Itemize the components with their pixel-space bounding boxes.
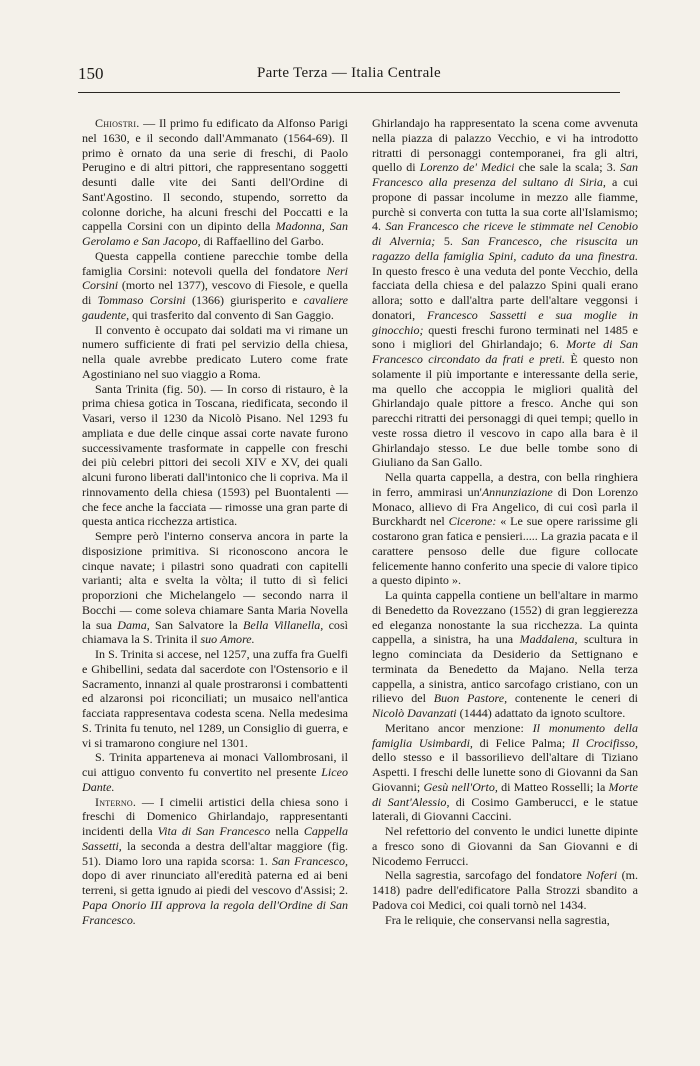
italic-text: cavaliere gaudente, [82, 293, 348, 322]
text-run: Meritano ancor menzione: [385, 720, 533, 735]
text-run: Il convento è occupato dai soldati ma vi rimane un numero sufficiente di frati pel servizio della chiesa, nella quale avrebbe predicato Lutero come frate Agostiniano nel suo viaggio a Roma. [82, 322, 348, 381]
italic-text: Neri Corsini [82, 263, 348, 293]
running-head: Parte Terza — Italia Centrale [257, 65, 441, 81]
text-run: In questo fresco è una veduta del ponte Vecchio, della facciata della chiesa e del palazzo Spini quali erano allora; sotto e dall'altra parte dell'altare veggonsi i donatori, [372, 263, 638, 322]
italic-text: Cappella Sassetti, [82, 824, 348, 853]
italic-text: Dama, [117, 617, 150, 632]
paragraph [372, 721, 638, 824]
text-run: dopo di aver rinunciato all'eredità paterna ed ai beni terreni, si getta ignudo ai piedi del vescovo d'Assisi; 2. [82, 868, 348, 897]
text-run: S. Trinita apparteneva ai monaci Vallombrosani, il cui attiguo convento fu convertito nel presente [82, 750, 348, 779]
text-run: La quinta cappella contiene un bell'altare in marmo di Benedetto da Rovezzano (1552) di gran leggierezza ed eleganza nonostante la sua ricchezza. La quinta cappella, a sinistra, ha una [372, 588, 638, 647]
italic-text: suo Amore. [200, 632, 255, 647]
text-run: questi freschi furono terminati nel 1485 e sono i migliori del Ghirlandajo; 6. [372, 322, 638, 352]
italic-text: Morte di Sant'Alessio, [372, 779, 638, 809]
text-run: (morto nel 1377), vescovo di Fiesole, e quella di [82, 278, 348, 307]
text-run: Ghirlandajo ha rappresentato la scena come avvenuta nella piazza di palazzo Vecchio, e vi ha introdotto ritratti di personaggi contemporanei, fra gli altri, quello di [372, 116, 638, 175]
paragraph [82, 382, 348, 530]
text-run: la seconda a destra dell'altar maggiore (fig. 51). Diamo loro una rapida scorsa: 1. [82, 838, 348, 868]
italic-text: Buon Pastore, [433, 691, 508, 706]
italic-text: Liceo Dante. [82, 765, 348, 794]
text-run: — I cimelii artistici della chiesa sono i freschi di Domenico Ghirlandajo, rappresentanti incidenti della [82, 794, 348, 838]
text-run: Nel refettorio del convento le undici lunette dipinte a fresco sono di Giovanni da San Giovanni e di Nicodemo Ferrucci. [372, 824, 638, 868]
text-run: così chiamava la S. Trinita il [82, 617, 348, 647]
text-run: « Le sue opere rarissime gli costarono gran fatica e pensieri..... La grazia pacata e il carattere pensoso delle due figure collocate felicemente hanno conferito una specie di valore tipico a questo dipinto ». [372, 514, 638, 588]
section-heading: Chiostri. [95, 116, 140, 130]
text-run: Fra le reliquie, che conservansi nella sagrestia, [385, 912, 610, 927]
italic-text: San Francesco alla presenza del sultano di Siria, [372, 160, 638, 189]
italic-text: Tommaso Corsini [97, 293, 186, 307]
paragraph [372, 588, 638, 721]
page-number: 150 [78, 64, 104, 83]
text-run: In S. Trinita si accese, nel 1257, una zuffa fra Guelfi e Ghibellini, sedata dal sacerdote con l'Ostensorio e il Sacramento, innanzi al quale prostraronsi i combattenti ed alzaronsi poi riconciliati; un musaico nell'antica facciata rappresentava codesta scena. Nella medesima S. Trinita fu tenuto, nel 1289, un Consiglio di guerra, e vi si tramarono congiure nel 1301. [82, 647, 348, 750]
italic-text: Annunziazione [481, 484, 553, 499]
italic-text: San Francesco, che risuscita un ragazzo della famiglia Spini, caduto da una finestra. [372, 234, 638, 263]
text-run: (m. 1418) padre dell'edificatore Palla Strozzi sbandito a Padova coi Medici, coi quali tornò nel 1434. [372, 868, 638, 912]
text-run: Nella quarta cappella, a destra, con bella ringhiera in ferro, ammirasi un' [372, 470, 638, 499]
text-run: contenente le ceneri di [507, 691, 639, 706]
paragraph [82, 323, 348, 382]
italic-text: Nicolò Davanzati [372, 706, 457, 720]
paragraph [82, 116, 348, 249]
italic-text: San Francesco che riceve le stimmate nel Cenobio di Alvernia; [372, 219, 639, 248]
italic-text: Papa Onorio III approva la regola dell'Ordine di San Francesco. [82, 897, 348, 927]
section-heading: Interno. [95, 794, 137, 809]
italic-text: Il monumento della famiglia Usimbardi, [372, 720, 638, 750]
text-run: dello stesso e il bassorilievo dell'altare di Tiziano Aspetti. I freschi delle lunette sono di Giovanni da San Giovanni; [372, 750, 638, 794]
italic-text: Il Crocifisso, [571, 735, 638, 750]
paragraph [372, 824, 638, 868]
italic-text: Maddalena, [519, 632, 578, 647]
text-run: che sale la scala; 3. [514, 160, 620, 175]
text-run: — Il primo fu edificato da Alfonso Parigi nel 1630, e il secondo dall'Ammanato (1564-69). Il primo è ornato da una serie di freschi, di Paolo Perugino e di altri pittori, che rappresentano soggetti desunti dalle vite dei Santi dell'Ordine di Sant'Agostino. Il secondo, stupendo, sorretto da colonne doriche, ha alcuni freschi del Poccatti e la cappella Corsini con un dipinto della [82, 116, 348, 234]
italic-text: Vita di San Francesco [157, 824, 271, 838]
paragraph [82, 750, 348, 794]
text-run: nella [270, 824, 304, 838]
text-run: di Cosimo Gamberucci, e le statue laterali, di Giovanni Caccini. [372, 794, 638, 824]
page-header [78, 64, 620, 88]
text-run: (1444) adattato da ignoto scultore. [456, 706, 626, 720]
text-run: a cui propone di passar incolume in mezzo alle fiamme, purchè si converta con tutta la sua corte all'Islamismo; 4. [372, 175, 639, 234]
text-run: (fig. 50). — In corso di ristauro, è la prima chiesa gotica in Toscana, riedificata, secondo il Vasari, verso il 1230 da Nicolò Pisano. Nel 1293 fu ampliata e due delle cinque assai corte navate furono successivamente trasformate in cappelle con freschi dei più celebri pittori dei secoli XIV e XV, dei quali alcuni furono liberati dall'intonico che li copriva. Ma il rinnovamento della chiesa (1593) pel Buontalenti — che fece anche la facciata — rimosse una gran parte di questa antica ricchezza artistica. [82, 381, 348, 529]
text-run: qui trasferito dal convento di San Gaggio. [129, 307, 334, 322]
italic-text: Lorenzo de' Medici [419, 160, 515, 175]
paragraph [82, 529, 348, 647]
paragraph [82, 249, 348, 323]
text-run: Santa Trinita [95, 381, 159, 396]
text-run: di Don Lorenzo Monaco, allievo di Fra Angelico, di cui così parla il Burckhardt nel [372, 484, 638, 529]
italic-text: Morte di San Francesco circondato da frati e preti. [372, 337, 639, 366]
text-run: Questa cappella contiene parecchie tombe della famiglia Corsini: notevoli quella del fondatore [82, 248, 348, 278]
italic-text: Gesù nell'Orto, [423, 779, 498, 794]
italic-text: Cicerone: [448, 514, 497, 529]
italic-text: San Francesco, [271, 853, 348, 868]
italic-text: Bella Villanella, [243, 617, 324, 632]
paragraph [372, 470, 638, 588]
text-run: Sempre però l'interno conserva ancora in parte la disposizione primitiva. Si riconoscono ancora le cinque navate; i pilastri sono quadrati con capitelli varianti; alta e svelta la vòlta; il tutto di sì felici proporzioni che Michelangelo — secondo narra il Bocchi — come soleva chiamare Santa Maria Novella la sua [82, 529, 348, 632]
right-column [372, 116, 638, 927]
paragraph [372, 116, 638, 470]
text-run: San Salvatore la [149, 617, 244, 632]
text-run: di Matteo Rosselli; la [497, 779, 609, 794]
italic-text: Madonna, San Gerolamo e San Jacopo, [82, 219, 348, 248]
text-run: È questo non solamente il più importante e interessante della serie, ma quello che accoppia le migliori qualità del Ghirlandajo quale pittore a fresco. Anche qui son parecchi ritratti dei personaggi di quei tempi; quello in veste rossa dietro il vescovo in capo alla bara è il Ghirlandajo stesso. Le due belle tombe sono di Giuliano da San Gallo. [372, 352, 638, 470]
italic-text: Francesco Sassetti e sua moglie in ginocchio; [372, 307, 638, 337]
paragraph [372, 913, 638, 928]
italic-text: Noferi [586, 868, 618, 883]
paragraph [82, 647, 348, 750]
text-run: (1366) giurisperito e [185, 293, 304, 307]
left-column [82, 116, 348, 927]
text-run: 5. [435, 234, 462, 248]
paragraph [372, 868, 638, 912]
text-run: di Raffaellino del Garbo. [200, 234, 324, 248]
text-run: scultura in legno cominciata da Desiderio da Settignano e terminata da Benedetto da Majano. Nella terza cappella, a sinistra, antico sarcofago cristiano, con un rilievo del [372, 632, 638, 706]
text-run: Nella sagrestia, sarcofago del fondatore [385, 868, 587, 883]
header-rule [78, 92, 620, 93]
text-run: di Felice Palma; [472, 735, 572, 750]
paragraph [82, 795, 348, 928]
